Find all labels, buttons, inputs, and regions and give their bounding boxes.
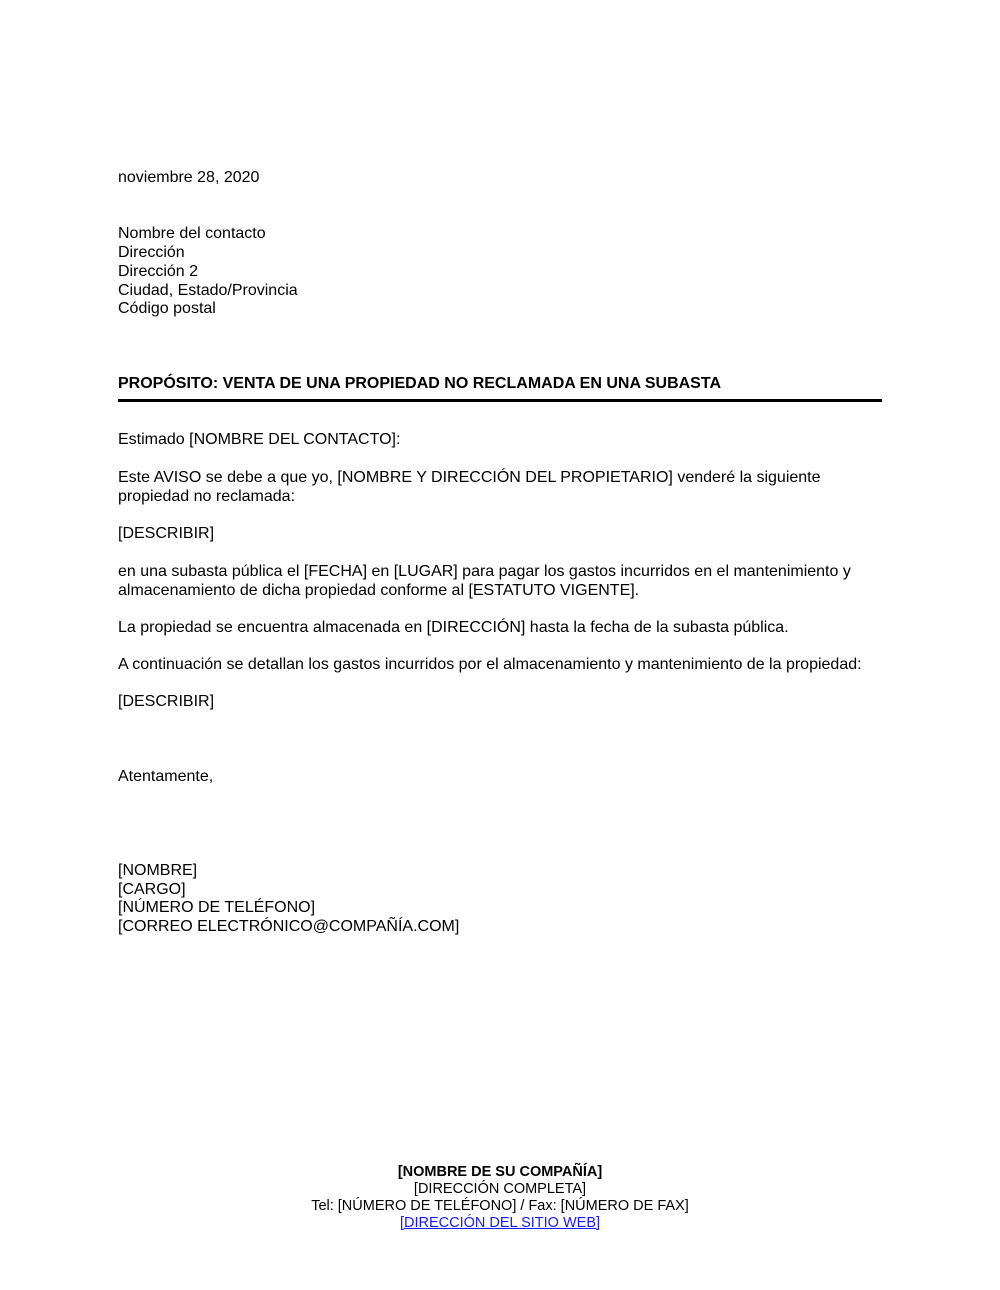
subject-line: PROPÓSITO: VENTA DE UNA PROPIEDAD NO RECLAMADA EN UNA SUBASTA xyxy=(118,375,721,392)
body-paragraph-1: Este AVISO se debe a que yo, [NOMBRE Y DIRECCIÓN DEL PROPIETARIO] venderé la siguiente propiedad no reclamada: xyxy=(118,469,821,505)
body-paragraph-5: A continuación se detallan los gastos incurridos por el almacenamiento y mantenimiento de la propiedad: xyxy=(118,656,862,673)
footer-company-name: [NOMBRE DE SU COMPAÑÍA] xyxy=(397,1164,603,1180)
signature-name: [NOMBRE] xyxy=(118,862,198,879)
body-paragraph-3: en una subasta pública el [FECHA] en [LUGAR] para pagar los gastos incurridos en el mantenimiento y almacenamiento de dicha propiedad conforme al [ESTATUTO VIGENTE]. xyxy=(118,563,851,599)
footer-address: [DIRECCIÓN COMPLETA] xyxy=(413,1181,587,1197)
salutation: Estimado [NOMBRE DEL CONTACTO]: xyxy=(118,431,401,448)
letterhead-footer xyxy=(0,1164,1000,1232)
body-paragraph-4: La propiedad se encuentra almacenada en [DIRECCIÓN] hasta la fecha de la subasta pública. xyxy=(118,619,789,636)
recipient-name: Nombre del contacto xyxy=(118,225,266,242)
footer-contact: Tel: [NÚMERO DE TELÉFONO] / Fax: [NÚMERO DE FAX] xyxy=(311,1198,689,1214)
subject-divider xyxy=(118,399,882,402)
footer-website-link[interactable]: [DIRECCIÓN DEL SITIO WEB] xyxy=(399,1215,601,1231)
signature-phone: [NÚMERO DE TELÉFONO] xyxy=(118,899,316,916)
closing: Atentamente, xyxy=(118,768,214,785)
body-paragraph-6: [DESCRIBIR] xyxy=(118,693,215,710)
recipient-postal-code: Código postal xyxy=(118,300,216,317)
signature-title: [CARGO] xyxy=(118,881,186,898)
recipient-city-state: Ciudad, Estado/Provincia xyxy=(118,282,298,299)
letter-date: noviembre 28, 2020 xyxy=(118,169,260,186)
signature-email: [CORREO ELECTRÓNICO@COMPAÑÍA.COM] xyxy=(118,918,460,935)
recipient-address-2: Dirección 2 xyxy=(118,263,199,280)
recipient-address-1: Dirección xyxy=(118,244,185,261)
body-paragraph-2: [DESCRIBIR] xyxy=(118,525,215,542)
